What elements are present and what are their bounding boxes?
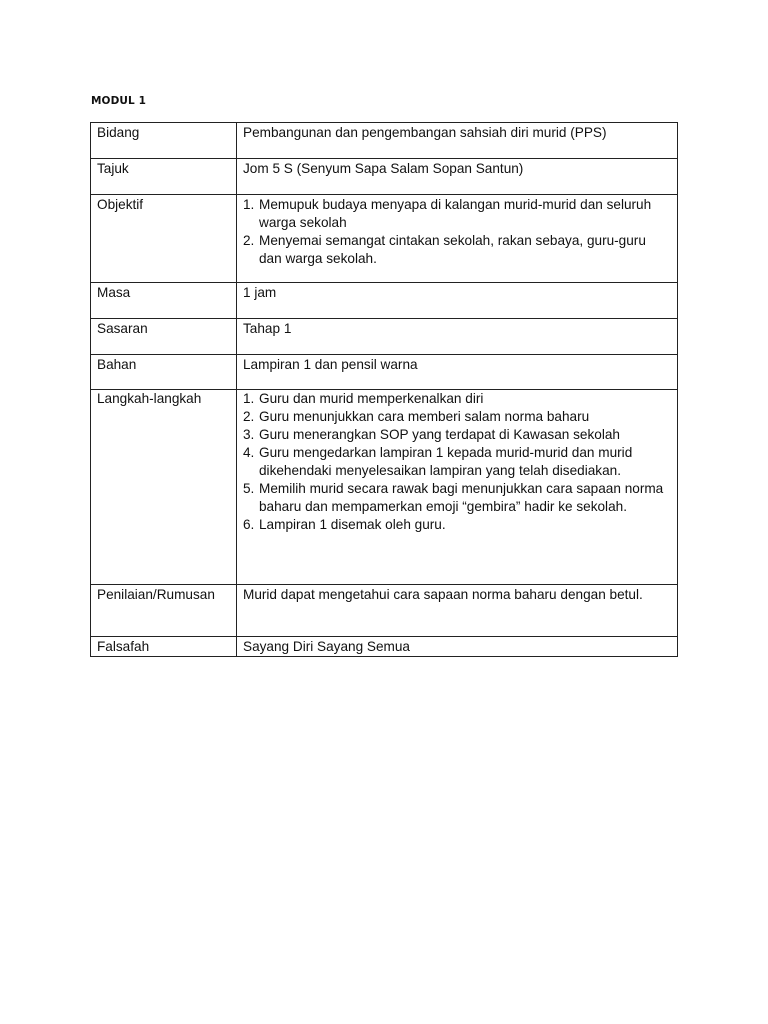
label-langkah-langkah: Langkah-langkah xyxy=(91,390,237,585)
value-objektif xyxy=(237,195,678,283)
value-bahan: Lampiran 1 dan pensil warna xyxy=(237,355,678,390)
value-falsafah: Sayang Diri Sayang Semua xyxy=(237,637,678,657)
list-number: 5. xyxy=(243,481,255,496)
row-bahan xyxy=(91,355,678,390)
list-item xyxy=(243,480,671,516)
list-number: 1. xyxy=(243,391,255,406)
list-item xyxy=(243,390,671,408)
label-tajuk: Tajuk xyxy=(91,159,237,195)
row-bidang xyxy=(91,123,678,159)
value-tajuk: Jom 5 S (Senyum Sapa Salam Sopan Santun) xyxy=(237,159,678,195)
list-item xyxy=(243,444,671,480)
row-langkah-langkah xyxy=(91,390,678,585)
list-number: 3. xyxy=(243,427,255,442)
list-text: Memupuk budaya menyapa di kalangan murid-murid dan seluruh warga sekolah xyxy=(259,197,652,230)
list-number: 2. xyxy=(243,409,255,424)
value-penilaian-rumusan: Murid dapat mengetahui cara sapaan norma baharu dengan betul. xyxy=(237,585,678,637)
list-number: 1. xyxy=(243,197,255,212)
row-masa xyxy=(91,283,678,319)
value-bidang: Pembangunan dan pengembangan sahsiah diri murid (PPS) xyxy=(237,123,678,159)
row-penilaian-rumusan xyxy=(91,585,678,637)
row-sasaran xyxy=(91,319,678,355)
langkah-list xyxy=(243,390,671,534)
document-title: MODUL 1 xyxy=(91,95,146,107)
list-item xyxy=(243,232,671,268)
list-text: Guru menerangkan SOP yang terdapat di Kawasan sekolah xyxy=(259,427,620,442)
objektif-list xyxy=(243,196,671,268)
list-text: Guru dan murid memperkenalkan diri xyxy=(259,391,484,406)
module-table xyxy=(90,122,678,657)
label-bidang: Bidang xyxy=(91,123,237,159)
row-tajuk xyxy=(91,159,678,195)
list-number: 4. xyxy=(243,445,255,460)
list-item xyxy=(243,408,671,426)
value-langkah-langkah xyxy=(237,390,678,585)
row-objektif xyxy=(91,195,678,283)
label-penilaian-rumusan: Penilaian/Rumusan xyxy=(91,585,237,637)
row-falsafah xyxy=(91,637,678,657)
list-text: Guru mengedarkan lampiran 1 kepada murid-murid dan murid dikehendaki menyelesaikan lampiran yang telah disediakan. xyxy=(259,445,633,478)
list-text: Menyemai semangat cintakan sekolah, rakan sebaya, guru-guru dan warga sekolah. xyxy=(259,233,646,266)
list-item xyxy=(243,516,671,534)
label-objektif: Objektif xyxy=(91,195,237,283)
label-bahan: Bahan xyxy=(91,355,237,390)
list-text: Memilih murid secara rawak bagi menunjukkan cara sapaan norma baharu dan mempamerkan emoji “gembira” hadir ke sekolah. xyxy=(259,481,664,514)
list-text: Guru menunjukkan cara memberi salam norma baharu xyxy=(259,409,590,424)
list-number: 6. xyxy=(243,517,255,532)
label-falsafah: Falsafah xyxy=(91,637,237,657)
value-masa: 1 jam xyxy=(237,283,678,319)
list-item xyxy=(243,426,671,444)
label-masa: Masa xyxy=(91,283,237,319)
list-number: 2. xyxy=(243,233,255,248)
list-text: Lampiran 1 disemak oleh guru. xyxy=(259,517,446,532)
list-item xyxy=(243,196,671,232)
value-sasaran: Tahap 1 xyxy=(237,319,678,355)
label-sasaran: Sasaran xyxy=(91,319,237,355)
